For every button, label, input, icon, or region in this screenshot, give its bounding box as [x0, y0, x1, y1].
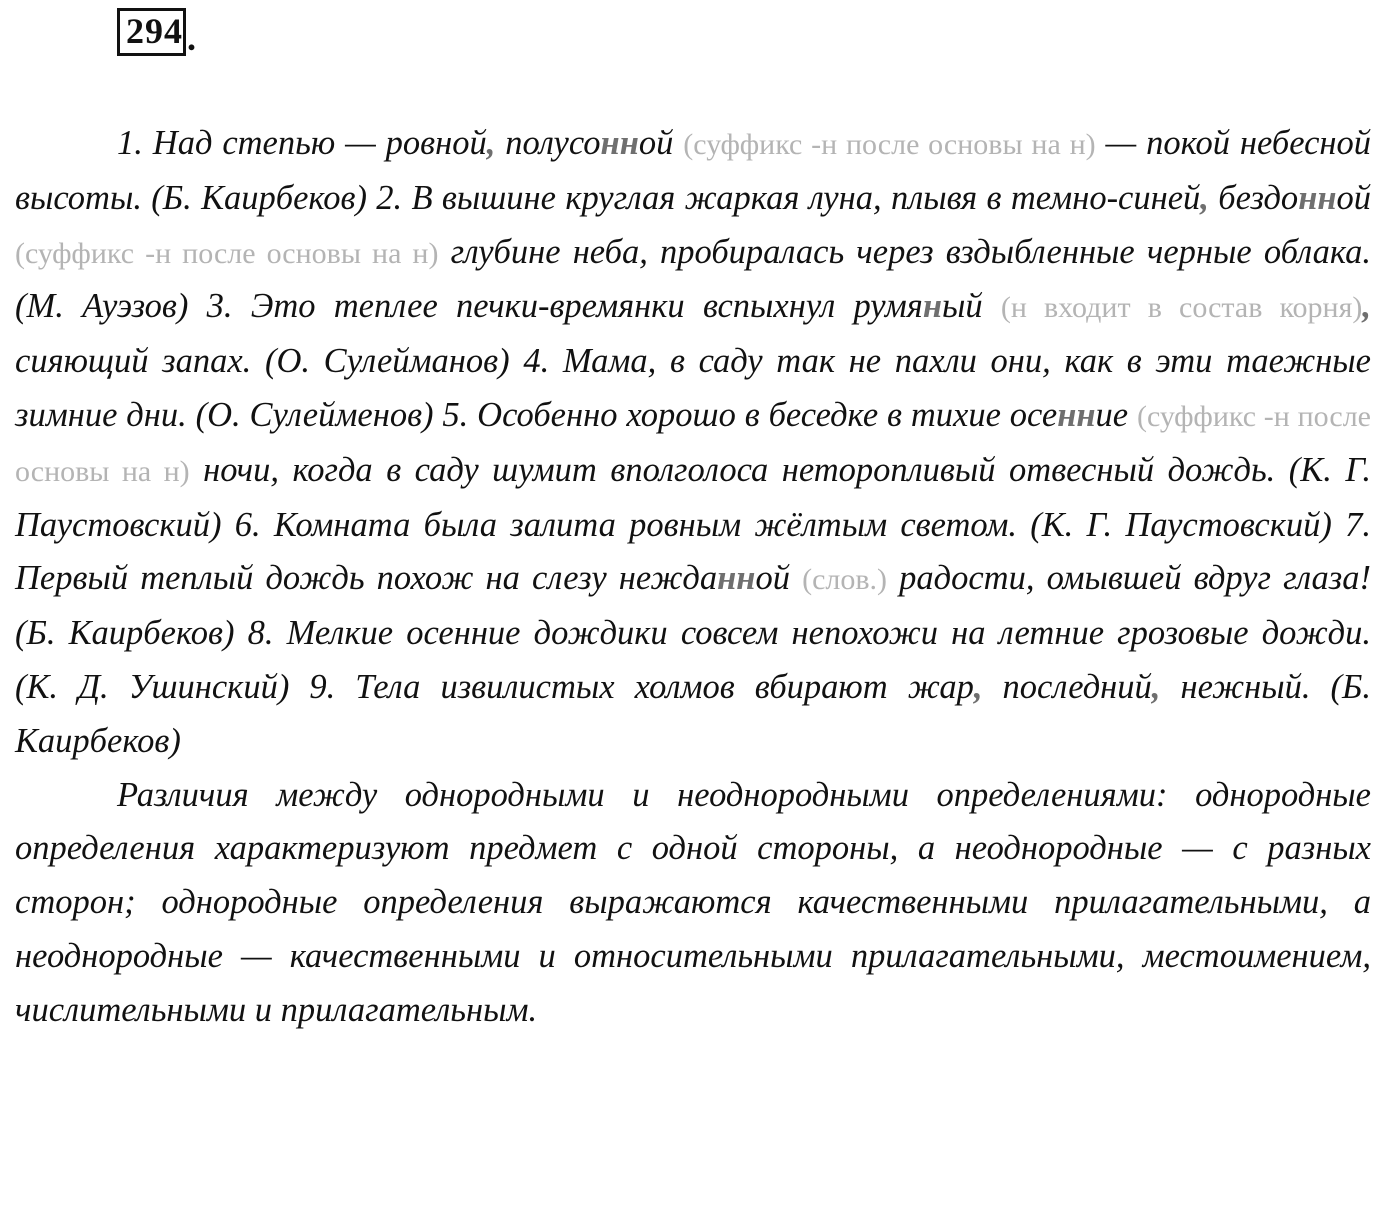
- sentence-text: ой: [1336, 178, 1371, 217]
- sentence-text: ой: [755, 559, 803, 598]
- sentence-text: глубине неба, пробиралась через вздыбленные черные облака. (М. Ауэзов) 3. Это теплее печки-времянки вспыхнул румя: [15, 232, 1371, 326]
- sentences-paragraph: [15, 117, 1371, 769]
- grammar-note: (н входит в состав корня): [1000, 291, 1363, 325]
- sentence-text: сияющий запах. (О. Сулейманов) 4. Мама, в саду так не пахли они, как в эти таежные зимние дни. (О. Сулейменов) 5. Особенно хорошо в беседке в тихие осе: [15, 342, 1371, 434]
- sentence-text: ой: [638, 124, 684, 162]
- highlighted-letters: нн: [1057, 395, 1096, 434]
- highlighted-letters: ,: [1362, 287, 1372, 326]
- sentence-text: радости, омывшей вдруг глаза! (Б. Каирбеков) 8. Мелкие осенние дождики совсем непохожи на летние грозовые дожди. (К. Д. Ушинский) 9. Тела извилистых холмов вбирают жар: [15, 559, 1372, 706]
- grammar-note: (слов.): [802, 563, 888, 597]
- highlighted-letters: нн: [1298, 178, 1337, 217]
- sentence-text: бездо: [1208, 178, 1299, 217]
- highlighted-letters: нн: [717, 559, 756, 598]
- highlighted-letters: ,: [1200, 178, 1209, 217]
- exercise-number-box: 294: [117, 8, 186, 56]
- sentence-text: ночи, когда в саду шумит вполголоса неторопливый отвесный дождь. (К. Г. Паустовский) 6. Комната была залита ровным жёлтым светом. (К. Г. Паустовский) 7. Первый теплый дождь похож на слезу неждa: [15, 450, 1371, 598]
- sentence-text: последний: [982, 667, 1152, 706]
- highlighted-letters: ,: [973, 667, 983, 706]
- sentence-text: полусо: [495, 124, 601, 162]
- sentence-text: — покой небесной высоты. (Б. Каирбеков) 2. В вышине круглая жаркая луна, плывя в темно-синей: [15, 124, 1371, 217]
- exercise-text: [15, 117, 1371, 1038]
- theory-paragraph: Различия между однородными и неоднородными определениями: однородные определения характеризуют предмет с одной стороны, а неоднородные — с разных сторон; однородные определения выражаются качественными прилагательными, а неоднородные — качественными и относительными прилагательными, местоимением, числительными и прилагательным.: [15, 775, 1371, 1029]
- grammar-note: (суффикс -н после основы на н): [15, 399, 1371, 488]
- highlighted-letters: ,: [1151, 667, 1161, 706]
- exercise-number: [117, 10, 196, 56]
- sentence-text: ие: [1095, 395, 1137, 434]
- highlighted-letters: н: [922, 287, 942, 326]
- sentence-text: ый: [941, 287, 1001, 326]
- highlighted-letters: нн: [600, 124, 639, 162]
- highlighted-letters: ,: [486, 124, 496, 162]
- exercise-number-dot: .: [187, 18, 196, 58]
- sentence-text: нежный. (Б. Каирбеков): [15, 667, 1372, 760]
- sentence-text: 1. Над степью — ровной: [117, 124, 487, 162]
- grammar-note: (суффикс -н после основы на н): [683, 128, 1096, 161]
- grammar-note: (суффикс -н после основы на н): [15, 236, 439, 270]
